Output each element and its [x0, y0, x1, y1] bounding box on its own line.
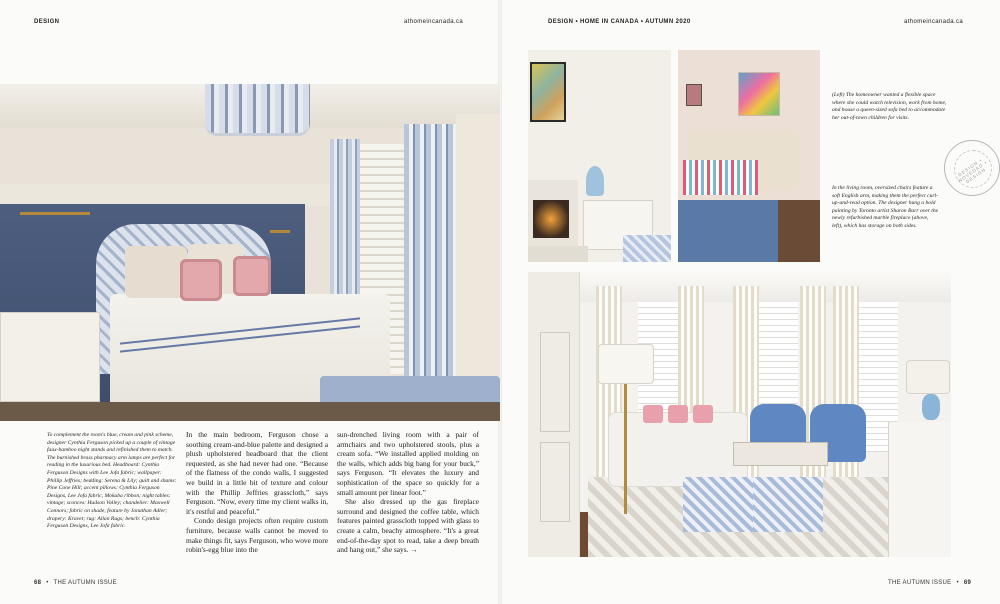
- body-paragraph: Condo design projects often require custom furniture, because walls cannot be moved to make things fit, says Ferguson, who wove more robin's-egg blue into the: [186, 516, 328, 555]
- body-paragraph: In the main bedroom, Ferguson chose a soothing cream-and-blue palette and designed a plush upholstered headboard that the client requested, as she had never had one. “Because of the flatness of the condo walls, I suggested we build in a little bit of texture and colour with the Phillip Jeffries grasscloth,” says Ferguson. “Now, every time my client walks in, it's restful and peaceful.”: [186, 430, 328, 516]
- right-footer: THE AUTUMN ISSUE • 69: [888, 580, 972, 586]
- right-section-header: DESIGN • HOME IN CANADA • AUTUMN 2020: [548, 19, 691, 25]
- accent-pillow: [233, 256, 271, 296]
- abstract-painting: [738, 72, 780, 116]
- living-room-caption: In the living room, oversized chairs feature a soft English arm, making them the perfect curl-up-and-read option. The designer hung a bold painting by Toronto artist Sharon Barr over the newly refurbished marble fireplace (above, left), which has storage on both sides.: [832, 185, 939, 229]
- coffee-table: [733, 442, 828, 466]
- left-header-url[interactable]: athomeincanada.ca: [404, 19, 464, 25]
- drum-pendant-light: [205, 84, 310, 136]
- tv-room-photo: [528, 50, 671, 262]
- floor-lamp: [598, 344, 654, 384]
- sofa-bed-room-photo: [678, 50, 820, 262]
- living-room-photo: [528, 272, 951, 557]
- body-paragraph: sun-drenched living room with a pair of armchairs and two upholstered stools, plus a cream sofa. “We installed applied molding on the walls, which adds big bang for your buck,” says Ferguson. “It elevates the luxury and sophistication of the space so quickly for a small amount per linear foot.”: [337, 430, 479, 497]
- bedroom-caption: To complement the room's blue, cream and pink scheme, designer Cynthia Ferguson picked up a couple of vintage faux-bamboo night stands and refinished them to match. The burnished brass pharmacy arm lamps are perfect for reading in the luxurious bed. Headboard: Cynthia Ferguson Designs with Lee Jofa fabric; wallpaper: Phillip Jeffries; bedding: Serena & Lily; quilt and shams: Pine Cone Hill; accent pillows: Cynthia Ferguson Designs, Lee Jofa fabric, Mokuba ribbon; night tables: vintage; sconces: Hudson Valley; chandelier: Maxwell Connors; fabric on shade, feature by Jonathan Adler; drapery: Kravet; rug: Allan Rugs; bench: Cynthia Ferguson Designs, Lee Jofa fabric.: [47, 432, 177, 530]
- drapery-right: [404, 124, 456, 414]
- left-footer: 68 • THE AUTUMN ISSUE: [34, 580, 117, 586]
- stamp-text: DESIGN • NOVEDAD • DESIGN: [957, 157, 989, 185]
- tv-room-caption: (Left) The homeowner wanted a flexible space where she could watch television, work from home, and house a queen-sized sofa bed to accommodate her out-of-town children for visits.: [832, 92, 947, 121]
- brass-arm-lamp: [20, 212, 90, 215]
- night-stand: [0, 312, 100, 402]
- body-paragraph: She also dressed up the gas fireplace surround and designed the coffee table, which features painted grasscloth topped with glass to create a calm, beachy atmosphere. “It's a great end-of-the-day spot to read, take a deep breath and hang out,” she says. →: [337, 497, 479, 555]
- upholstered-stool: [683, 477, 753, 532]
- right-page-number: 69: [963, 580, 972, 586]
- table-lamp: [906, 360, 950, 394]
- upholstered-stool: [753, 477, 823, 532]
- left-issue-label: THE AUTUMN ISSUE: [53, 580, 117, 586]
- left-page-number: 68: [34, 580, 42, 586]
- left-section-header: DESIGN: [34, 19, 60, 25]
- striped-ottoman: [683, 160, 758, 195]
- accent-pillow: [180, 259, 222, 301]
- right-issue-label: THE AUTUMN ISSUE: [888, 580, 952, 586]
- body-column-1: [186, 430, 328, 555]
- right-header-url[interactable]: athomeincanada.ca: [904, 19, 964, 25]
- bedroom-photo: [0, 84, 500, 421]
- cream-sofa: [608, 412, 748, 487]
- body-column-2: [337, 430, 479, 555]
- brass-arm-lamp-right: [270, 230, 290, 233]
- painting: [530, 62, 566, 122]
- design-stamp: [944, 140, 1000, 196]
